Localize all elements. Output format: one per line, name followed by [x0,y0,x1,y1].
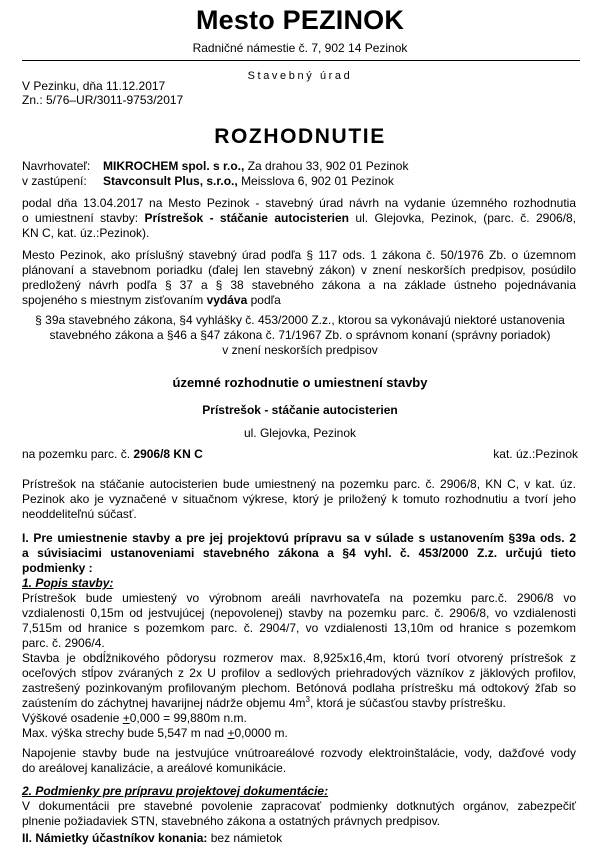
representative-address: Meisslova 6, 902 01 Pezinok [241,174,394,188]
desc-line-6: oceľových stĺpov zváraných z 2x U profilov a sedlových priehradových väzníkov z jäklových profilov, [22,666,576,680]
section1-line-2: a súvisiacimi ustanoveniami stavebného zákona a §4 vyhl. č. 453/2000 Z.z. určujú tieto [22,546,576,560]
tank-text-b: , ktorá je súčasťou stavby prístrešku. [309,696,506,710]
authority-issues: vydáva [206,293,248,307]
placement-line-1: Prístrešok na stáčanie autocisterien bude umiestnený na pozemku parc. č. 2906/8, KN C, v kat. úz. [22,477,576,491]
legal-line-2: stavebného zákona a §46 a §47 zákona č. 71/1967 Zb. o správnom konaní (správny poriadok) [49,328,551,342]
intro-line-2 [22,211,576,226]
authority-text-c: podľa [247,293,281,307]
desc-line-3: 7,515m od hranice s pozemkom parc. č. 2904/7, vo vzdialenosti 13,10m od hranice s pozemkom [22,621,576,635]
decision-title: územné rozhodnutie o umiestnení stavby [172,375,428,390]
representative [103,174,394,189]
section1-line-3: podmienky : [22,561,93,575]
connection-line-2: do areálovej kanalizácie, a areálové komunikácie. [22,761,287,775]
desc-line-8 [22,696,576,711]
roof-text-b: 0,0000 m. [234,726,288,740]
parcel-prefix: na pozemku parc. č. [22,447,134,461]
desc-line-10 [22,726,576,741]
section1-line-1: I. Pre umiestnenie stavby a pre jej projektovú prípravu sa v súlade s ustanovením §39a ods. 2 [22,531,576,545]
reference-number: Zn.: 5/76–UR/3011-9753/2017 [22,93,184,107]
connection-line-1: Napojenie stavby bude na jestvujúce vnútroareálové rozvody elektroinštalácie, vody, dažďové vody [22,746,576,760]
representative-name: Stavconsult Plus, s.r.o., [103,174,238,188]
desc-line-5: Stavba je obdĺžnikového pôdorysu rozmerov max. 8,925x16,4m, ktorú tvorí otvorený prístrešok z [22,651,576,665]
document-heading: ROZHODNUTIE [214,125,386,148]
applicant [103,159,408,174]
subsection-1-title: 1. Popis stavby: [22,576,114,590]
applicant-address: Za drahou 33, 902 01 Pezinok [247,159,409,173]
legal-line-1: § 39a stavebného zákona, §4 vyhlášky č. 453/2000 Z.z., ktorou sa vykonávajú niektoré ustanovenia [35,313,565,327]
desc-line-4: parc. č. 2906/4. [22,636,105,650]
conditions-line-1: V dokumentácii pre stavebné povolenie zapracovať podmienky dotknutých orgánov, zabezpečiť [22,799,576,813]
section2-label: II. Námietky účastníkov konania: [22,831,208,845]
authority-line-1: Mesto Pezinok, ako príslušný stavebný úrad podľa § 117 ods. 1 zákona č. 50/1976 Zb. o územnom [22,248,576,262]
desc-line-1: Prístrešok bude umiestený vo výrobnom areáli navrhovateľa na pozemku parc.č. 2906/8 vo [22,591,576,605]
authority-line-3: predložený návrh podľa § 37 a § 38 stavebného zákona a na základe ústneho pojednávania [22,278,576,292]
header-divider [22,60,580,61]
subsection-2-title: 2. Podmienky pre prípravu projektovej dokumentácie: [22,784,329,798]
intro-text-a: o umiestnení stavby: [22,211,145,225]
decision-cadastre: kat. úz.:Pezinok [493,447,578,461]
city-title: Mesto PEZINOK [195,5,405,35]
representative-label: v zastúpení: [22,174,87,188]
intro-line-1: podal dňa 13.04.2017 na Mesto Pezinok - stavebný úrad návrh na vydanie územného rozhodnutia [22,196,576,210]
height-text-b: 0,000 = 99,880m n.m. [129,711,247,725]
roof-text-a: Max. výška strechy bude 5,547 m nad [22,726,228,740]
placement-line-3: neoddeliteľnú súčasť. [22,507,137,521]
desc-line-7: zastrešený pozinkovaným profilovaným plechom. Betónová podlaha prístrešku má odtokový žľab so [22,681,576,695]
decision-building: Prístrešok - stáčanie autocisterien [202,403,398,417]
place-date: V Pezinku, dňa 11.12.2017 [22,79,166,93]
applicant-label: Navrhovateľ: [22,159,91,173]
desc-line-9 [22,711,576,726]
section2-value: bez námietok [207,831,283,845]
legal-line-3: v znení neskorších predpisov [222,343,378,357]
city-address: Radničné námestie č. 7, 902 14 Pezinok [192,41,408,55]
intro-line-3: KN C, kat. úz.:Pezinok). [22,226,150,240]
conditions-line-2: plnenie požiadaviek STN, stavebného zákona a ostatných právnych predpisov. [22,814,441,828]
office-name: Stavebný úrad [247,70,353,82]
intro-building-name: Prístrešok - stáčanie autocisterien [144,211,350,225]
parcel-number: 2906/8 KN C [133,447,203,461]
authority-line-2: plánovaní a stavebnom poriadku (ďalej len stavebný zákon) v znení neskorších predpisov, posúdilo [22,263,576,277]
height-text-a: Výškové osadenie [22,711,123,725]
intro-text-c: ul. Glejovka, Pezinok, (parc. č. 2906/8, [349,211,577,225]
placement-line-2: Pezinok ako je vyznačené v situačnom výkrese, ktorý je priložený k tomuto rozhodnutiu a tvorí jeho [22,492,576,506]
authority-line-4 [22,293,576,308]
applicant-name: MIKROCHEM spol. s r.o., [103,159,245,173]
cubic-superscript: 3 [305,695,310,704]
authority-text-a: spojeného s miestnym zisťovaním [22,293,207,307]
decision-parcel [22,447,203,462]
desc-line-2: vzdialenosti 0,15m od jestvujúcej (nepovolenej) stavby na pozemku parc. č. 2906/8, vo vzdialenosti [22,606,576,620]
tank-text-a: zaústením do záchytnej havarijnej nádrže objemu 4m [22,696,306,710]
section2-line [22,831,576,846]
plus-sign: + [122,711,130,725]
roof-plus-sign: + [227,726,235,740]
decision-street: ul. Glejovka, Pezinok [243,426,357,440]
